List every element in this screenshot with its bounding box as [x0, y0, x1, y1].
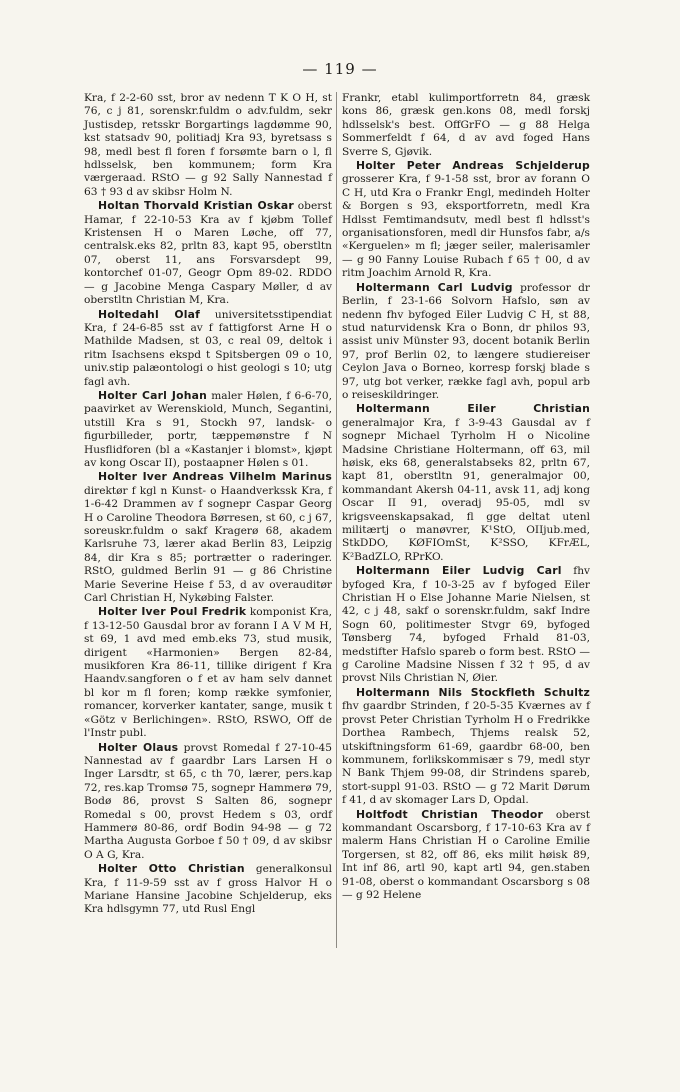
entry-name: Holter Iver Andreas Vilhelm Marinus — [98, 470, 332, 484]
entry — [84, 389, 332, 470]
entry-text: grosserer Kra, f 9-1-58 sst, bror av forann O C H, utd Kra o Frankr Engl, medindeh Holter & Borgen s 93, eksportforretn, medl Kra Hdlsst Femtimandsutv, medl best fl hdlsst's organisationsforen, medl dir Hunsfos fabr, a/s «Kerguelen» m fl; jæger seiler, malerisamler — g 90 Fanny Louise Rubach f 65 † 00, d av ritm Joachim Arnold R, Kra. — [342, 173, 590, 280]
left-column — [84, 92, 332, 917]
entry — [84, 862, 332, 917]
column-divider — [336, 92, 337, 948]
entry-name: Holtan Thorvald Kristian Oskar — [98, 199, 294, 213]
entry — [84, 741, 332, 863]
entry-text: direktør f kgl n Kunst- o Haandverkssk Kra, f 1-6-42 Drammen av f sognepr Caspar Georg H o Caroline Theodora Børresen, st 60, c j 67, soreuskr.fuldm o sakf Kragerø 68, akadem Karlsruhe 73, lærer akad Berlin 83, Leipzig 84, dir Kra s 85; portrætter o raderinger. RStO, guldmed Berlin 91 — g 86 Christine Marie Severine Heise f 53, d av overauditør Carl Christian H, Nykøbing Falster. — [84, 484, 332, 605]
entry — [342, 281, 590, 403]
entry-name: Holter Iver Poul Fredrik — [98, 605, 247, 619]
entry-name: Holter Otto Christian — [98, 862, 245, 876]
entry-text: generalmajor Kra, f 3-9-43 Gausdal av f sognepr Michael Tyrholm H o Nicoline Madsine Christiane Holtermann, off 63, mil høisk, eks 68, generalstabseks 82, prltn 67, kapt 81, oberstltn 91, generalmajor 00, kommandant Akersh 04-11, avsk 11, adj kong Oscar II 91, overadj 95-05, mdl sv krigsveenskapsakad, fl gge deltat utenl militærtj o manøvrer, K¹StO, OIIjub.med, StkDDO, KØFIOmSt, K²SSO, KFrÆL, K²BadZLO, RPrKO. — [342, 416, 590, 563]
entry-text: oberst kommandant Oscarsborg, f 17-10-63 Kra av f malerm Hans Christian H o Caroline Emilie Torgersen, st 82, off 86, eks milit høisk 89, Int inf 86, artl 90, kapt artl 94, gen.staben 91-08, oberst o kommandant Oscarsborg s 08 — g 92 Helene — [342, 808, 590, 901]
entry-text: generalkonsul Kra, f 11-9-59 sst av f gross Halvor H o Mariane Hansine Jacobine Schjelderup, eks Kra hdlsgymn 77, utd Rusl Engl — [84, 863, 332, 916]
entry-text: Kra, f 2-2-60 sst, bror av nedenn T K O H, st 76, c j 81, sorenskr.fuldm o adv.fuldm, sekr Justisdep, retsskr Borgartings lagdømme 90, kst statsadv 90, politiadj Kra 93, byretsass s 98, medl best fl foren f forsømte barn o l, fl hdlsselsk, ben kommunem; form Kra værgeraad. RStO — g 92 Sally Nannestad f 63 † 93 d av skibsr Holm N. — [84, 92, 332, 198]
entry-name: Holtermann Nils Stockfleth Schultz — [356, 685, 590, 699]
entry-text: provst Romedal f 27-10-45 Nannestad av f gaardbr Lars Larsen H o Inger Larsdtr, st 65, c th 70, lærer, pers.kap 72, res.kap Tromsø 75, sognepr Hammerø 79, Bodø 86, provst S Salten 86, sognepr Romedal s 00, provst Hedem s 03, ordf Hammerø 80-86, ordf Bodin 94-98 — g 72 Martha Augusta Gorboe f 50 † 09, d av skibsr O A G, Kra. — [84, 741, 332, 861]
entry — [342, 686, 590, 808]
entry — [342, 564, 590, 686]
entry-continuation — [342, 92, 590, 159]
entry-name: Holtermann Eiler Ludvig Carl — [356, 564, 562, 578]
entry — [342, 159, 590, 281]
entry-name: Holter Carl Johan — [98, 388, 207, 402]
right-column — [342, 92, 590, 902]
entry — [84, 308, 332, 389]
entry-text: fhv gaardbr Strinden, f 20-5-35 Kværnes av f provst Peter Christian Tyrholm H o Fredrikke Dorthea Rambech, Thjems realsk 52, utskiftningsform 61-69, gaardbr 68-00, ben kommunem, forlikskommisær s 79, medl styr N Bank Thjem 99-08, dir Strindens spareb, stort-suppl 91-03. RStO — g 72 Marit Dørum f 41, d av skomager Lars D, Opdal. — [342, 700, 590, 807]
entry — [342, 402, 590, 564]
entry-text: professor dr Berlin, f 23-1-66 Solvorn Hafslo, søn av nedenn fhv byfoged Eiler Ludvig C H, st 88, stud naturvidensk Kra o Bonn, dr philos 93, assist univ Münster 93, docent botanik Berlin 97, prof Berlin 02, to længere studiereiser Ceylon Java o Borneo, korresp forskj blade s 97, utg bot verker, række fagl avh, popul arb o reiseskildringer. — [342, 281, 590, 401]
page-number: — 119 — — [302, 60, 378, 78]
entry-name: Holter Olaus — [98, 740, 179, 754]
entry-name: Holter Peter Andreas Schjelderup — [356, 159, 590, 173]
entry-text: oberst Hamar, f 22-10-53 Kra av f kjøbm Tollef Kristensen H o Maren Løche, off 77, centralsk.eks 82, prltn 83, kapt 95, oberstltn 07, oberst 11, ans Forsvarsdept 99, kontorchef 01-07, Geogr Opm 89-02. RDDO — g Jacobine Menga Caspary Møller, d av oberstltn Christian M, Kra. — [84, 200, 332, 307]
entry-text: universitetsstipendiat Kra, f 24-6-85 sst av f fattigforst Arne H o Mathilde Madsen, st 03, c real 09, deltok i ritm Isachsens ekspd t Spitsbergen 09 o 10, univ.stip palæontologi o hist geologi s 10; utg fagl avh. — [84, 308, 333, 388]
entry-name: Holtermann Eiler Christian — [356, 402, 590, 416]
entry-text: Frankr, etabl kulimportforretn 84, græsk kons 86, græsk gen.kons 08, medl forskj hdlsselsk's best. OffGrFO — g 88 Helga Sommerfeldt f 64, d av avd foged Hans Sverre S, Gjøvik. — [342, 92, 590, 158]
entry — [342, 808, 590, 903]
entry-continuation — [84, 92, 332, 199]
entry-text: komponist Kra, f 13-12-50 Gausdal bror av forann I A V M H, st 69, 1 avd med emb.eks 73, stud musik, dirigent «Harmonien» Bergen 82-84, musikforen Kra 86-11, tillike dirigent f Kra Haandv.sangforen o f et av ham selv dannet bl kor m fl foren; komp række symfonier, romancer, korverker kantater, sange, musik t «Götz v Berlichingen». RStO, RSWO, Off de l'Instr publ. — [84, 606, 333, 740]
entry-text: fhv byfoged Kra, f 10-3-25 av f byfoged Eiler Christian H o Else Johanne Marie Nielsen, st 42, c j 48, sakf o sorenskr.fuldm, sakf Indre Sogn 60, politimester Stvgr 69, byfoged Tønsberg 74, byfoged Frhald 81-03, medstifter Hafslo spareb o form best. RStO — g Caroline Madsine Nissen f 32 † 95, d av provst Nils Christian N, Øier. — [342, 565, 591, 685]
entry — [84, 470, 332, 605]
entry-name: Holtermann Carl Ludvig — [356, 280, 513, 294]
entry-name: Holtfodt Christian Theodor — [356, 807, 544, 821]
entry — [84, 605, 332, 740]
entry — [84, 199, 332, 307]
entry-text: maler Hølen, f 6-6-70, paavirket av Werenskiold, Munch, Segantini, utstill Kra s 91, Stockh 97, landsk- o figurbilleder, portr, tæppemønstre f N Husflidforen (bl a «Kastanjer i blomst», kjøpt av kong Oscar II), postaapner Hølen s 01. — [84, 389, 332, 469]
entry-name: Holtedahl Olaf — [98, 307, 200, 321]
